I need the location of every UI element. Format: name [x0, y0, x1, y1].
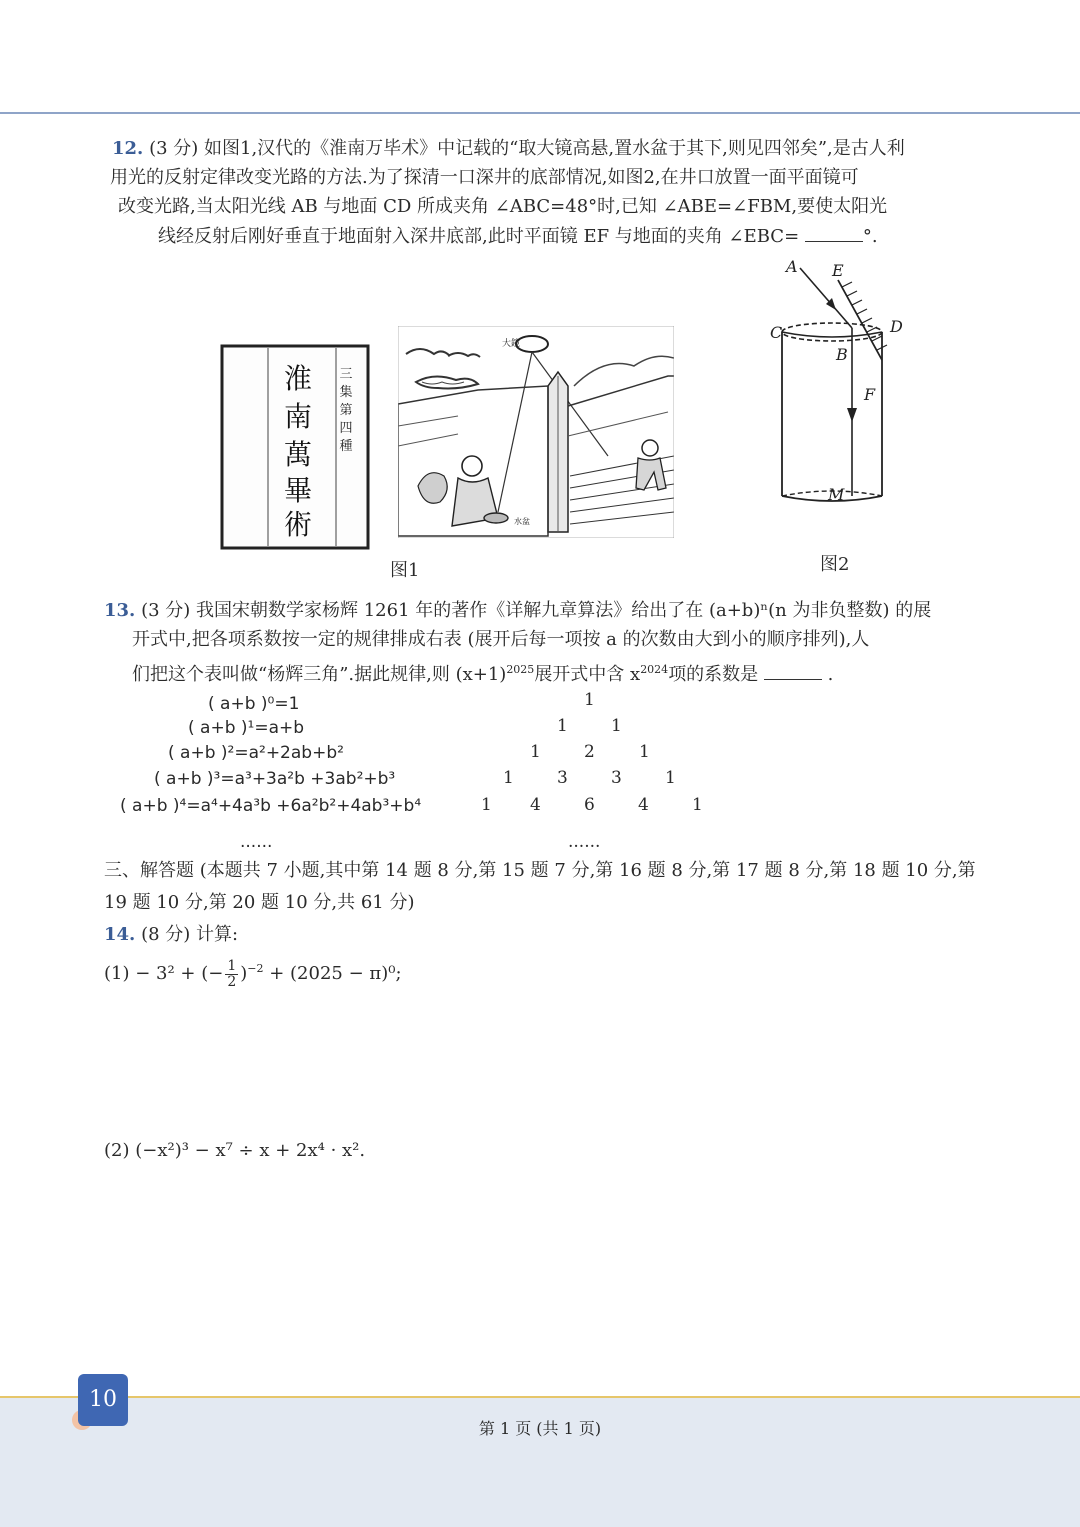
q13-line1	[104, 596, 931, 625]
book-char-4: 畢	[283, 474, 313, 507]
triangle-r4-c0: 1	[481, 795, 492, 815]
q12-text-1: (3 分) 如图1,汉代的《淮南万毕术》中记载的“取大镜高悬,置水盆于其下,则见四邻矣”,是古人利	[149, 138, 905, 159]
q12-line4	[158, 222, 878, 251]
q13-text-3c: 项的系数是	[668, 664, 759, 685]
triangle-r4-c3: 4	[638, 795, 649, 815]
expansion-1: ( a+b )¹=a+b	[188, 718, 305, 738]
q14-p1-exp: −2	[247, 962, 264, 975]
q14-fraction	[225, 959, 238, 990]
q14-p1-c: + (2025 − π)⁰;	[263, 963, 402, 984]
side-char-1: 三	[339, 367, 353, 382]
q12-degree: °.	[862, 226, 878, 247]
q13-answer-blank[interactable]	[764, 663, 822, 680]
q14-number: 14.	[104, 924, 136, 945]
triangle-r3-c2: 3	[611, 768, 622, 788]
book-char-1: 淮	[283, 362, 313, 395]
fig2-point-D: D	[890, 317, 903, 336]
mirror-label: 大鏡	[502, 339, 521, 349]
q14-title	[104, 920, 238, 949]
q12-text-4: 线经反射后刚好垂直于地面射入深井底部,此时平面镜 EF 与地面的夹角 ∠EBC=	[158, 226, 800, 247]
basin-label: 水盆	[514, 517, 530, 526]
q14-part2: (2) (−x²)³ − x⁷ ÷ x + 2x⁴ · x².	[104, 1140, 366, 1161]
q14-frac-den: 2	[227, 973, 237, 990]
q13-text-3a: 们把这个表叫做“杨辉三角”.据此规律,则 (x+1)	[132, 664, 507, 685]
q13-line3	[132, 655, 833, 689]
triangle-r3-c0: 1	[503, 768, 514, 788]
triangle-ellipsis: ......	[568, 832, 601, 852]
expansion-3: ( a+b )³=a³+3a²b +3ab²+b³	[154, 769, 396, 789]
side-char-2: 集	[339, 385, 353, 400]
fig1-woodcut-illustration	[398, 326, 674, 538]
q12-line3: 改变光路,当太阳光线 AB 与地面 CD 所成夹角 ∠ABC=48°时,已知 ∠ABE=∠FBM,要使太阳光	[118, 196, 888, 217]
triangle-r1-c0: 1	[557, 716, 568, 736]
expansion-0: ( a+b )⁰=1	[208, 694, 300, 714]
q12-answer-blank[interactable]	[805, 225, 863, 242]
q13-exp-2024: 2024	[640, 663, 669, 676]
triangle-r4-c4: 1	[692, 795, 703, 815]
fig2-point-B: B	[836, 345, 848, 364]
side-char-3: 第	[339, 403, 353, 418]
triangle-r4-c1: 4	[530, 795, 541, 815]
section3-line1: 三、解答题 (本题共 7 小题,其中第 14 题 8 分,第 15 题 7 分,第 16 题 8 分,第 17 题 8 分,第 18 题 10 分,第	[104, 860, 976, 881]
q14-part1	[104, 954, 402, 990]
triangle-r3-c1: 3	[557, 768, 568, 788]
expansion-2: ( a+b )²=a²+2ab+b²	[168, 743, 344, 763]
fig2-label: 图2	[820, 554, 850, 575]
q13-text-1: (3 分) 我国宋朝数学家杨辉 1261 年的著作《详解九章算法》给出了在 (a+b)ⁿ(n 为非负整数) 的展	[141, 600, 932, 621]
fig2-well-diagram	[760, 252, 920, 518]
fig1-book-cover	[218, 342, 372, 552]
page-number-badge: 10	[78, 1374, 128, 1426]
q13-period: .	[827, 664, 834, 685]
side-char-4: 四	[339, 421, 353, 436]
triangle-r2-c2: 1	[639, 742, 650, 762]
q14-text: (8 分) 计算:	[141, 924, 239, 945]
q14-frac-num: 1	[227, 957, 237, 974]
q14-p1-a: (1) − 3² + (−	[104, 963, 224, 984]
side-char-5: 種	[339, 439, 353, 454]
triangle-r1-c1: 1	[611, 716, 622, 736]
fig1-label: 图1	[390, 560, 420, 581]
q13-line2: 开式中,把各项系数按一定的规律排成右表 (展开后每一项按 a 的次数由大到小的顺序排列),人	[132, 629, 870, 650]
triangle-r0-c0: 1	[584, 690, 595, 710]
q13-number: 13.	[104, 600, 136, 621]
fig2-point-M: M	[828, 485, 845, 504]
fig2-point-A: A	[786, 257, 798, 276]
fig2-point-C: C	[770, 323, 783, 342]
q14-p1-b: )	[240, 963, 248, 984]
q12-line1	[112, 134, 905, 163]
section3-line2: 19 题 10 分,第 20 题 10 分,共 61 分)	[104, 892, 415, 913]
q13-text-3b: 展开式中含 x	[534, 664, 641, 685]
expansion-ellipsis: ......	[240, 832, 273, 852]
expansion-4: ( a+b )⁴=a⁴+4a³b +6a²b²+4ab³+b⁴	[120, 796, 422, 816]
fig2-point-E: E	[832, 261, 844, 280]
book-char-2: 南	[283, 400, 313, 433]
book-char-5: 術	[283, 508, 313, 541]
triangle-r3-c3: 1	[665, 768, 676, 788]
triangle-r2-c0: 1	[530, 742, 541, 762]
header-rule	[0, 112, 1080, 114]
q12-line2: 用光的反射定律改变光路的方法.为了探清一口深井的底部情况,如图2,在井口放置一面平面镜可	[110, 167, 859, 188]
q13-exp-2025: 2025	[506, 663, 535, 676]
fig2-point-F: F	[864, 385, 876, 404]
q12-number: 12.	[112, 138, 144, 159]
triangle-r2-c1: 2	[584, 742, 595, 762]
page-count-text: 第 1 页 (共 1 页)	[478, 1419, 602, 1438]
book-char-3: 萬	[283, 438, 313, 471]
triangle-r4-c2: 6	[584, 795, 595, 815]
